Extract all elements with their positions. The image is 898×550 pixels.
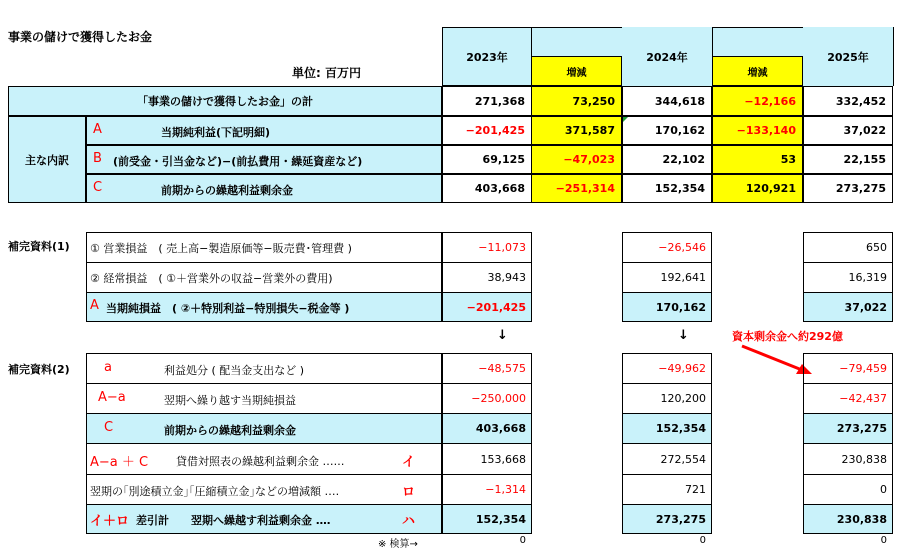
row-b-label-cell bbox=[86, 145, 442, 174]
check-2023: 0 bbox=[519, 534, 526, 546]
supp2-r2-label: 翌期へ繰り越す当期純損益 bbox=[164, 394, 296, 407]
supp1-divider-1 bbox=[86, 262, 442, 263]
annotation-text: 資本剰余金へ約292億 bbox=[732, 330, 843, 343]
row-a-mark: A bbox=[93, 122, 102, 137]
supp2-r4-label: 貸借対照表の繰越利益剰余金 ‥‥‥ bbox=[176, 455, 345, 468]
row-c-2025: 273,275 bbox=[803, 174, 893, 203]
supp2-r4-2024: 272,554 bbox=[660, 452, 706, 466]
supp2-r4-2025: 230,838 bbox=[841, 452, 887, 466]
row-c-2024: 152,354 bbox=[622, 174, 712, 203]
supp2-r4-mark: A−a ＋ C bbox=[90, 455, 149, 470]
page-title: 事業の儲けで獲得したお金 bbox=[8, 30, 153, 44]
supp2-r6-label: 差引計 翌期へ繰越す利益剰余金 ‥‥ bbox=[136, 514, 331, 527]
supp2-r1-mark: a bbox=[104, 360, 112, 375]
supp2-r6-suffix: ハ bbox=[402, 514, 416, 529]
unit-label: 単位: 百万円 bbox=[292, 66, 361, 80]
row-b-2023: 69,125 bbox=[442, 145, 532, 174]
supp1-r3-2025: 37,022 bbox=[844, 300, 887, 314]
supp1-r2-2023: 38,943 bbox=[487, 270, 526, 284]
row-a-2023: −201,425 bbox=[442, 116, 532, 145]
supp1-row3-mark: A bbox=[90, 298, 99, 313]
row-a-2025: 37,022 bbox=[803, 116, 893, 145]
supp2-div-1 bbox=[86, 383, 442, 384]
total-label: 「事業の儲けで獲得したお金」の計 bbox=[8, 86, 442, 116]
supp2-r3-mark: C bbox=[104, 420, 114, 435]
change-header-1: 増減 bbox=[531, 56, 622, 86]
supp2-r2-2023: −250,000 bbox=[471, 391, 526, 405]
supp1-r1-2025: 650 bbox=[866, 240, 887, 254]
supp2-label: 補完資料(2) bbox=[8, 363, 70, 376]
supp2-r5-2023: −1,314 bbox=[485, 482, 526, 496]
row-b-mark: B bbox=[93, 151, 102, 166]
row-c-label: 前期からの繰越利益剰余金 bbox=[161, 184, 293, 197]
down-arrow-2024: ↓ bbox=[678, 328, 689, 343]
supp1-r1-2023: −11,073 bbox=[478, 240, 526, 254]
supp2-r3-label: 前期からの繰越利益剰余金 bbox=[164, 424, 296, 437]
supp1-r2-2024: 192,641 bbox=[660, 270, 706, 284]
year-header-2024: 2024年 bbox=[622, 27, 712, 86]
supp2-r1-2024: −49,962 bbox=[658, 361, 706, 375]
supp2-r1-label: 利益処分 ( 配当金支出など ) bbox=[164, 364, 305, 377]
row-a-2024: 170,162 bbox=[622, 116, 712, 145]
row-b-2025: 22,155 bbox=[803, 145, 893, 174]
supp2-r3-2024: 152,354 bbox=[655, 422, 706, 435]
supp2-r2-2024: 120,200 bbox=[660, 391, 706, 405]
row-b-change-1: −47,023 bbox=[531, 145, 622, 174]
breakdown-group-label: 主な内訳 bbox=[8, 116, 86, 203]
supp2-r1-2025: −79,459 bbox=[839, 361, 887, 375]
total-2023: 271,368 bbox=[442, 86, 532, 116]
row-c-change-2: 120,921 bbox=[712, 174, 803, 203]
supp1-row1-label: ① 営業損益 ( 売上高−製造原価等−販売費･管理費 ) bbox=[90, 242, 352, 255]
total-2025: 332,452 bbox=[803, 86, 893, 116]
total-change-2: −12,166 bbox=[712, 86, 803, 116]
row-c-mark: C bbox=[93, 180, 103, 195]
supp2-r5-2025: 0 bbox=[880, 482, 887, 496]
supp2-r4-suffix: イ bbox=[402, 455, 416, 470]
check-2025: 0 bbox=[880, 534, 887, 546]
year-header-2025: 2025年 bbox=[803, 27, 893, 86]
row-a-label-cell bbox=[86, 116, 442, 145]
supp2-r6-2025: 230,838 bbox=[836, 512, 887, 526]
total-2024: 344,618 bbox=[622, 86, 712, 116]
row-b-label: (前受金・引当金など)−(前払費用・繰延資産など) bbox=[113, 155, 363, 168]
supp2-r5-suffix: ロ bbox=[402, 485, 416, 500]
supp2-r5-label: 翌期の｢別途積立金｣｢圧縮積立金｣などの増減額 ‥‥ bbox=[90, 485, 340, 498]
supp1-r3-2024: 170,162 bbox=[655, 300, 706, 314]
supp1-label: 補完資料(1) bbox=[8, 240, 70, 253]
supp1-row3-label: 当期純損益 ( ②＋特別利益−特別損失−税金等 ) bbox=[106, 302, 350, 315]
row-c-change-1: −251,314 bbox=[531, 174, 622, 203]
row-c-label-cell bbox=[86, 174, 442, 203]
supp2-r2-mark: A−a bbox=[98, 390, 126, 405]
supp2-div-4 bbox=[86, 474, 442, 475]
row-a-label: 当期純利益(下記明細) bbox=[161, 126, 271, 139]
row-a-change-1: 371,587 bbox=[531, 116, 622, 145]
row-c-2023: 403,668 bbox=[442, 174, 532, 203]
down-arrow-2023: ↓ bbox=[497, 328, 508, 343]
supp2-r6-2024: 273,275 bbox=[655, 512, 706, 526]
supp2-r6-2023: 152,354 bbox=[475, 512, 526, 526]
supp1-r1-2024: −26,546 bbox=[658, 240, 706, 254]
year-header-2023: 2023年 bbox=[442, 27, 532, 86]
supp2-r5-2024: 721 bbox=[685, 482, 706, 496]
check-label: ※ 検算→ bbox=[378, 539, 418, 550]
row-a-change-2: −133,140 bbox=[712, 116, 803, 145]
change-header-2: 増減 bbox=[712, 56, 803, 86]
check-2024: 0 bbox=[699, 534, 706, 546]
supp1-r2-2025: 16,319 bbox=[848, 270, 887, 284]
supp2-r4-2023: 153,668 bbox=[480, 452, 526, 466]
supp2-r3-2023: 403,668 bbox=[475, 422, 526, 435]
supp2-r2-2025: −42,437 bbox=[839, 391, 887, 405]
supp2-r1-2023: −48,575 bbox=[478, 361, 526, 375]
supp2-r6-mark: イ＋ロ bbox=[90, 514, 130, 529]
supp1-r3-2023: −201,425 bbox=[466, 300, 526, 314]
total-change-1: 73,250 bbox=[531, 86, 622, 116]
row-b-2024: 22,102 bbox=[622, 145, 712, 174]
supp2-r3-2025: 273,275 bbox=[836, 422, 887, 435]
supp1-row2-label: ② 経常損益 ( ①＋営業外の収益−営業外の費用) bbox=[90, 272, 333, 285]
row-b-change-2: 53 bbox=[712, 145, 803, 174]
